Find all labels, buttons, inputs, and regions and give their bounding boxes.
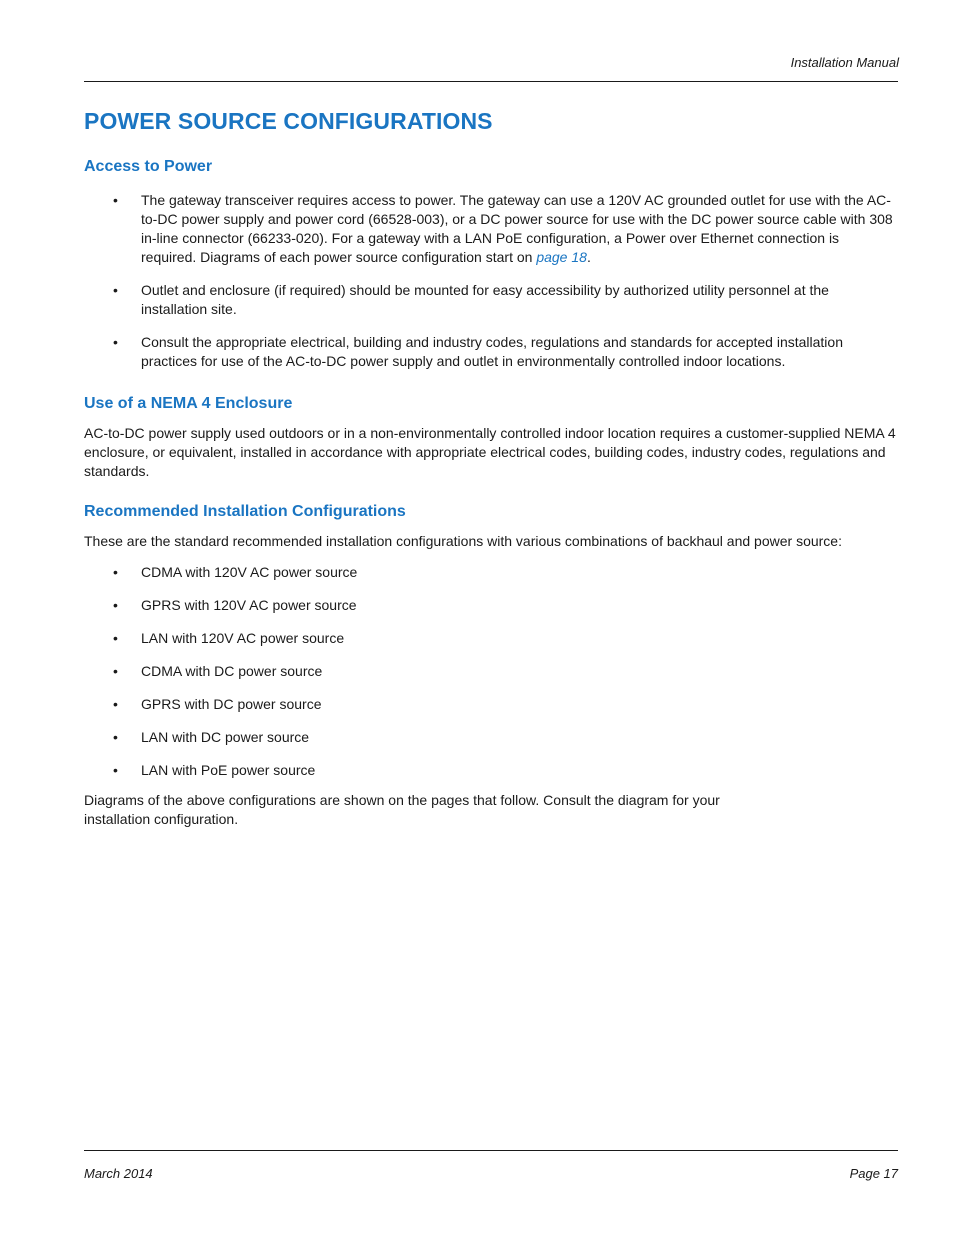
list-item	[84, 629, 898, 648]
list-item	[84, 281, 898, 319]
list-item	[84, 761, 898, 780]
list-item-text: Outlet and enclosure (if required) should be mounted for easy accessibility by authorized utility personnel at the installation site.	[141, 282, 829, 317]
list-item-text: GPRS with 120V AC power source	[141, 597, 357, 613]
header-rule	[84, 81, 898, 82]
bullet-icon: •	[113, 192, 118, 208]
list-item	[84, 596, 898, 615]
page-title: POWER SOURCE CONFIGURATIONS	[84, 108, 493, 134]
bullet-icon: •	[113, 334, 118, 350]
footer-date: March 2014	[84, 1166, 153, 1181]
list-item-text: CDMA with 120V AC power source	[141, 564, 358, 580]
page-content	[84, 106, 898, 829]
list-item	[84, 191, 898, 267]
access-bullet-list	[84, 191, 898, 371]
configuration-bullet-list	[84, 563, 898, 780]
list-item	[84, 662, 898, 681]
list-item	[84, 563, 898, 582]
bullet-icon: •	[113, 282, 118, 298]
diagrams-paragraph-line-1: Diagrams of the above configurations are shown on the pages that follow. Consult the diagram for your	[84, 792, 720, 808]
section-heading-recommended-configurations: Recommended Installation Configurations	[84, 503, 406, 520]
bullet-icon: •	[113, 663, 118, 679]
list-item-text: Consult the appropriate electrical, building and industry codes, regulations and standards for accepted installation practices for use of the AC-to-DC power supply and outlet in environmentally controlled indoor locations.	[141, 334, 843, 369]
diagrams-paragraph-line-2: installation configuration.	[84, 811, 239, 827]
list-item-text: The gateway transceiver requires access to power. The gateway can use a 120V AC grounded outlet for use with the AC-to-DC power supply and power cord (66528-003), or a DC power source for use with the DC power source cable with 308 in-line connector (66233-020). For a gateway with a LAN PoE configuration, a Power over Ethernet connection is required. Diagrams of each power source configuration start on	[141, 192, 893, 265]
list-item-text: LAN with 120V AC power source	[141, 630, 345, 646]
list-item	[84, 695, 898, 714]
bullet-icon: •	[113, 762, 118, 778]
list-item-text: LAN with DC power source	[141, 729, 310, 745]
list-item	[84, 333, 898, 371]
bullet-icon: •	[113, 597, 118, 613]
bullet-icon: •	[113, 564, 118, 580]
list-item-text: CDMA with DC power source	[141, 663, 323, 679]
bullet-icon: •	[113, 630, 118, 646]
section-heading-access-to-power: Access to Power	[84, 158, 213, 175]
list-item	[84, 728, 898, 747]
nema-paragraph: AC-to-DC power supply used outdoors or in a non-environmentally controlled indoor location requires a customer-supplied NEMA 4 enclosure, or equivalent, installed in accordance with appropriate electrical codes, building codes, industry codes, regulations and standards.	[84, 425, 896, 479]
bullet-icon: •	[113, 696, 118, 712]
running-header: Installation Manual	[790, 55, 899, 70]
footer-rule	[84, 1150, 898, 1151]
section-heading-nema-enclosure: Use of a NEMA 4 Enclosure	[84, 395, 293, 412]
diagrams-paragraph	[84, 791, 898, 829]
recommended-intro-paragraph: These are the standard recommended installation configurations with various combinations of backhaul and power source:	[84, 533, 842, 549]
list-item-text-end: .	[586, 249, 591, 265]
bullet-icon: •	[113, 729, 118, 745]
list-item-text: LAN with PoE power source	[141, 762, 316, 778]
list-item-text: GPRS with DC power source	[141, 696, 322, 712]
page-number: Page 17	[849, 1166, 898, 1181]
page-18-link[interactable]: page 18	[536, 249, 587, 265]
